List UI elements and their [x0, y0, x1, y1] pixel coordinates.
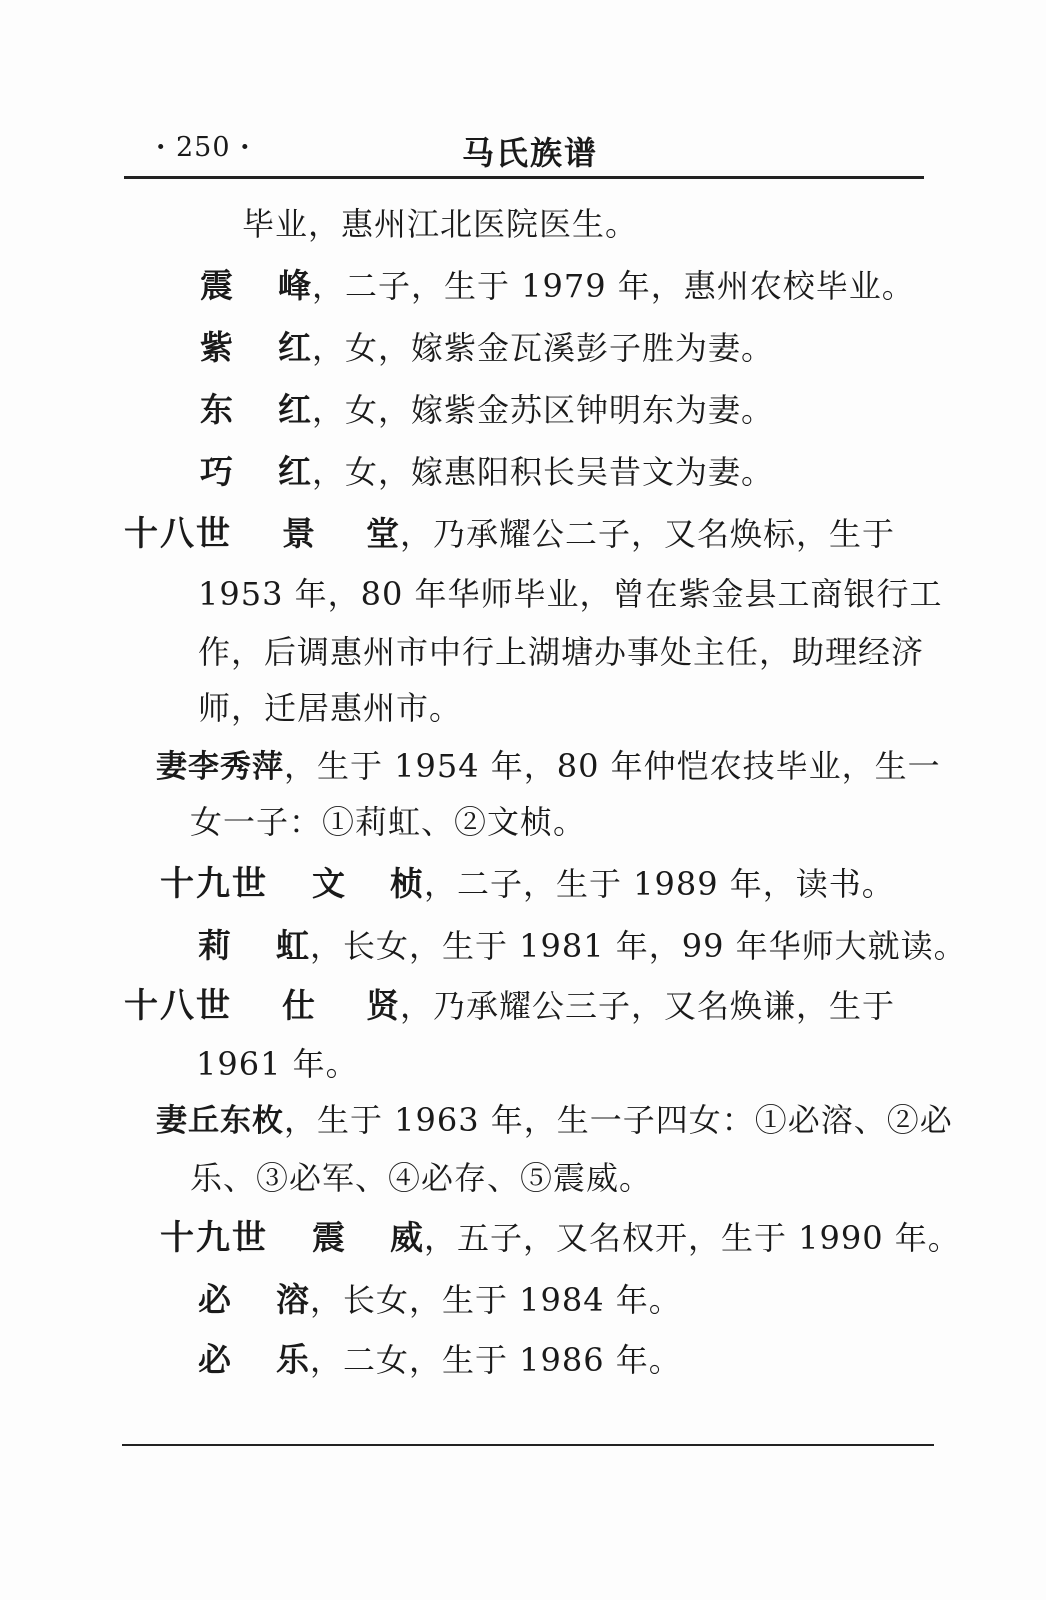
page-header: [124, 128, 924, 172]
entry-text: ，乃承耀公三子，又名焕谦，生于: [400, 987, 896, 1025]
person-name: 紫 红: [200, 328, 312, 367]
wife-name: 妻丘东枚: [156, 1103, 284, 1139]
entry-text: 作，后调惠州市中行上湖塘办事处主任，助理经济: [198, 633, 925, 671]
wife-name: 妻李秀萍: [156, 749, 284, 785]
entry-text: ，女，嫁惠阳积长吴昔文为妻。: [312, 453, 775, 491]
text-line: [196, 1044, 359, 1084]
page-number: · 250 ·: [156, 132, 251, 163]
generation-label: 十九世: [160, 864, 268, 904]
entry-text: 毕业，惠州江北医院医生。: [242, 205, 639, 243]
person-entry: [200, 452, 774, 492]
entry-text: 1961 年。: [196, 1045, 359, 1083]
entry-text: ，二女，生于 1986 年。: [310, 1341, 682, 1379]
person-name: 必 乐: [198, 1340, 310, 1379]
generation-label: 十八世: [124, 514, 232, 554]
generation-entry: [160, 1218, 961, 1258]
wife-entry: [156, 746, 941, 787]
person-name: 震 威: [312, 1218, 424, 1257]
entry-text: 师，迁居惠州市。: [198, 689, 463, 727]
entry-text: 1953 年，80 年华师毕业，曾在紫金县工商银行工: [198, 575, 943, 613]
entry-text: ，乃承耀公二子，又名焕标，生于: [400, 515, 896, 553]
generation-entry: [124, 986, 895, 1026]
person-entry: [198, 926, 967, 966]
entry-text: ，女，嫁紫金瓦溪彭子胜为妻。: [312, 329, 775, 367]
generation-entry: [124, 514, 895, 554]
entry-text: ，生于 1963 年，生一子四女：①必溶、②必: [284, 1101, 953, 1139]
entry-text: ，女，嫁紫金苏区钟明东为妻。: [312, 391, 775, 429]
person-name: 东 红: [200, 390, 312, 429]
person-name: 文 桢: [312, 864, 424, 903]
text-line: [198, 574, 943, 614]
book-title: 马氏族谱: [462, 134, 599, 172]
text-line: [190, 802, 586, 842]
text-line: [190, 1158, 652, 1198]
entry-text: ，长女，生于 1981 年，99 年华师大就读。: [310, 927, 967, 965]
person-entry: [198, 1280, 682, 1320]
header-rule: [124, 176, 924, 179]
person-entry: [200, 266, 915, 306]
person-name: 震 峰: [200, 266, 312, 305]
person-name: 仕 贤: [282, 986, 400, 1025]
person-name: 巧 红: [200, 452, 312, 491]
entry-text: ，长女，生于 1984 年。: [310, 1281, 682, 1319]
person-entry: [200, 328, 774, 368]
person-name: 景 堂: [282, 514, 400, 553]
entry-text: ，生于 1954 年，80 年仲恺农技毕业，生一: [284, 747, 941, 785]
generation-label: 十九世: [160, 1218, 268, 1258]
entry-text: ，五子，又名权开，生于 1990 年。: [424, 1219, 961, 1257]
entry-text: ，二子，生于 1979 年，惠州农校毕业。: [312, 267, 915, 305]
text-line: [198, 688, 462, 728]
text-line: [198, 632, 924, 672]
person-entry: [200, 390, 774, 430]
footer-rule: [122, 1444, 934, 1446]
wife-entry: [156, 1100, 953, 1141]
generation-entry: [160, 864, 895, 904]
person-name: 莉 虹: [198, 926, 310, 965]
entry-text: 女一子：①莉虹、②文桢。: [190, 803, 587, 841]
person-entry: [198, 1340, 682, 1380]
person-name: 必 溶: [198, 1280, 310, 1319]
text-line: [242, 204, 638, 244]
entry-text: ，二子，生于 1989 年，读书。: [424, 865, 895, 903]
generation-label: 十八世: [124, 986, 232, 1026]
entry-text: 乐、③必军、④必存、⑤震威。: [190, 1159, 653, 1197]
